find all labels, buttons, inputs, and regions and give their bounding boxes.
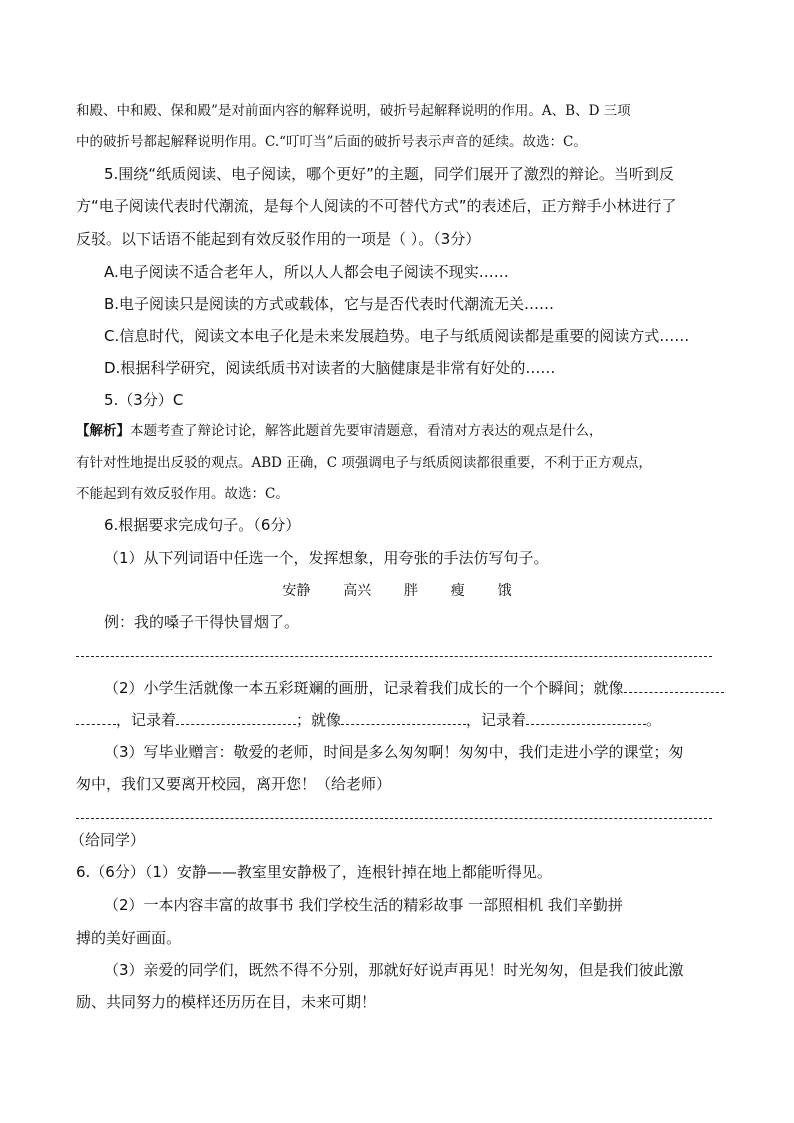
answer-5: 5.（3分）C [104, 391, 184, 409]
fill-blank[interactable] [76, 710, 116, 725]
q6-2-text: ，记录着 [466, 711, 527, 729]
q6-2-text: ；就像 [296, 711, 342, 729]
word-choice: 安静 [282, 583, 311, 599]
question-6: 6.根据要求完成句子。（6分） [104, 516, 301, 534]
question-6-part-2-line-2 [76, 710, 720, 730]
answer-6-part-1: 6.（6分）（1）安静——教室里安静极了，连根针掉在地上都能听得见。 [76, 863, 552, 881]
example-sentence: 例：我的嗓子干得快冒烟了。 [104, 613, 300, 631]
answer-6-part-2-line-2: 搏的美好画面。 [76, 929, 182, 947]
fill-blank[interactable] [526, 710, 646, 725]
explanation-5-line-1 [76, 421, 720, 441]
option-a: A.电子阅读不适合老年人，所以人人都会电子阅读不现实…… [104, 263, 509, 281]
fill-blank[interactable] [341, 710, 466, 725]
prev-answer-line-2: 中的破折号都起解释说明作用。C.“叮叮当”后面的破折号表示声音的延续。故选：C。 [76, 134, 587, 150]
answer-blank-line-1[interactable] [76, 656, 712, 657]
option-c: C.信息时代，阅读文本电子化是未来发展趋势。电子与纸质阅读都是重要的阅读方式…… [104, 327, 690, 345]
option-b: B.电子阅读只是阅读的方式或载体，它与是否代表时代潮流无关…… [104, 295, 555, 313]
fill-blank[interactable] [624, 678, 724, 693]
question-6-part-3-line-1: （3）写毕业赠言：敬爱的老师，时间是多么匆匆啊！匆匆中，我们走进小学的课堂；匆 [104, 743, 684, 761]
explanation-tag: 【解析】 [76, 423, 130, 439]
explanation-text: 本题考查了辩论讨论，解答此题首先要审清题意，看清对方表达的观点是什么， [130, 423, 603, 439]
option-d: D.根据科学研究，阅读纸质书对读者的大脑健康是非常有好处的…… [104, 359, 556, 377]
explanation-5-line-2: 有针对性地提出反驳的观点。ABD 正确，C 项强调电子与纸质阅读都很重要，不利于正方观点， [76, 455, 652, 471]
question-5-line-2: 方“电子阅读代表时代潮流，是每个人阅读的不可替代方式”的表述后，正方辩手小林进行了 [76, 197, 677, 215]
q6-2-text: ，记录着 [116, 711, 177, 729]
prev-answer-line-1: 和殿、中和殿、保和殿”是对前面内容的解释说明，破折号起解释说明的作用。A、B、D 三项 [76, 103, 631, 119]
answer-6-part-3-line-1: （3）亲爱的同学们，既然不得不分别，那就好好说声再见！时光匆匆，但是我们彼此激 [104, 961, 684, 979]
word-choice: 高兴 [343, 583, 372, 599]
word-choices [0, 580, 794, 601]
answer-6-part-3-line-2: 励、共同努力的模样还历历在目，未来可期！ [76, 993, 377, 1011]
question-6-part-2-line-1 [104, 678, 748, 698]
q6-2-text: （2）小学生活就像一本五彩斑斓的画册，记录着我们成长的一个个瞬间；就像 [104, 679, 624, 697]
explanation-5-line-3: 不能起到有效反驳作用。故选：C。 [76, 486, 289, 502]
question-5-line-3: 反驳。以下话语不能起到有效反驳作用的一项是（ ）。（3分） [76, 230, 481, 248]
question-6-part-1: （1）从下列词语中任选一个，发挥想象，用夸张的手法仿写句子。 [104, 549, 549, 567]
word-choice: 饿 [497, 583, 512, 599]
answer-blank-line-2[interactable] [76, 818, 712, 819]
question-6-part-3-line-2: 匆中，我们又要离开校园，离开您！（给老师） [76, 775, 392, 793]
q6-2-text: 。 [646, 711, 662, 729]
question-5-line-1: 5.围绕“纸质阅读、电子阅读，哪个更好”的主题，同学们展开了激烈的辩论。当听到反 [104, 165, 674, 183]
answer-6-part-2-line-1: （2）一本内容丰富的故事书 我们学校生活的精彩故事 一部照相机 我们辛勤拼 [104, 896, 623, 914]
word-choice: 胖 [404, 583, 418, 599]
to-classmates-label: （给同学） [70, 831, 146, 849]
word-choice: 瘦 [450, 583, 465, 599]
fill-blank[interactable] [176, 710, 296, 725]
